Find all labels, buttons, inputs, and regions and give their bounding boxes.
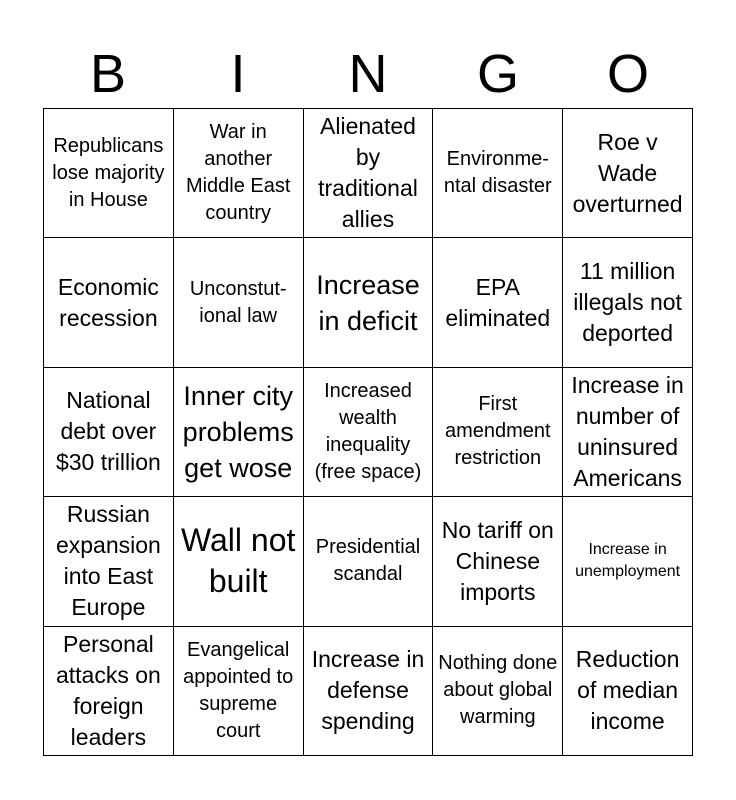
bingo-cell-r4c2[interactable] [174,497,304,626]
bingo-cell-r4c1[interactable] [44,497,174,626]
bingo-cell-text: Increase in defense spending [311,646,425,735]
bingo-cell-text: Roe v Wade overturned [572,128,683,217]
bingo-cell-r2c5[interactable] [563,238,693,367]
bingo-cell-r4c5[interactable] [563,497,693,626]
bingo-cell-r1c1[interactable] [44,109,174,238]
bingo-cell-text: Inner city problems get wose [182,380,294,483]
bingo-cell-r5c1[interactable] [44,627,174,756]
bingo-cell-text: 11 million illegals not deported [573,258,682,347]
bingo-cell-r3c4[interactable] [433,368,563,497]
bingo-cell-r1c2[interactable] [174,109,304,238]
bingo-cell-text: Personal attacks on foreign leaders [55,630,161,750]
bingo-cell-text: War in another Middle East country [185,121,291,225]
header-letter-o: O [606,44,649,104]
bingo-cell-r2c2[interactable] [174,238,304,367]
bingo-cell-text: National debt over $30 trillion [55,387,161,476]
bingo-cell-text: Alienated by traditional allies [318,113,418,233]
bingo-cell-r2c4[interactable] [433,238,563,367]
bingo-cell-text: Increased wealth inequality (free space) [314,379,422,483]
header-letter-n: N [348,44,388,104]
header-letter-g: G [476,44,519,104]
bingo-header [43,40,693,108]
bingo-cell-text: Environme-ntal disaster [443,148,552,198]
bingo-cell-text: Reduction of median income [575,646,680,735]
bingo-cell-r2c3[interactable] [304,238,434,367]
bingo-cell-r2c1[interactable] [44,238,174,367]
bingo-cell-r1c3[interactable] [304,109,434,238]
bingo-cell-text: Presidential scandal [315,536,421,586]
bingo-cell-r3c3[interactable] [304,368,434,497]
bingo-cell-r5c5[interactable] [563,627,693,756]
bingo-cell-text: Russian expansion into East Europe [55,501,161,621]
bingo-cell-text: Increase in number of uninsured Americans [571,371,684,491]
bingo-cell-text: Evangelical appointed to supreme court [183,638,294,742]
bingo-cell-text: Nothing done about global warming [438,652,558,729]
bingo-card-grid [43,108,693,756]
bingo-cell-text: EPA eliminated [445,273,551,331]
bingo-cell-r4c3[interactable] [304,497,434,626]
bingo-cell-r3c5[interactable] [563,368,693,497]
bingo-cell-text: Increase in unemployment [575,541,681,581]
bingo-cell-r4c4[interactable] [433,497,563,626]
bingo-cell-r3c1[interactable] [44,368,174,497]
bingo-cell-text: Economic recession [57,273,159,331]
bingo-cell-r3c2[interactable] [174,368,304,497]
bingo-cell-r1c4[interactable] [433,109,563,238]
bingo-cell-text: Wall not built [180,522,296,600]
bingo-cell-text: First amendment restriction [444,393,551,470]
bingo-cell-r5c3[interactable] [304,627,434,756]
bingo-cell-r5c2[interactable] [174,627,304,756]
bingo-cell-r1c5[interactable] [563,109,693,238]
bingo-cell-text: No tariff on Chinese imports [441,516,554,605]
header-letter-b: B [89,44,127,104]
bingo-cell-text: Increase in deficit [316,269,420,336]
bingo-cell-r5c4[interactable] [433,627,563,756]
bingo-cell-text: Republicans lose majority in House [52,134,165,211]
header-letter-i: I [230,44,246,104]
bingo-cell-text: Unconstut-ional law [189,277,287,327]
